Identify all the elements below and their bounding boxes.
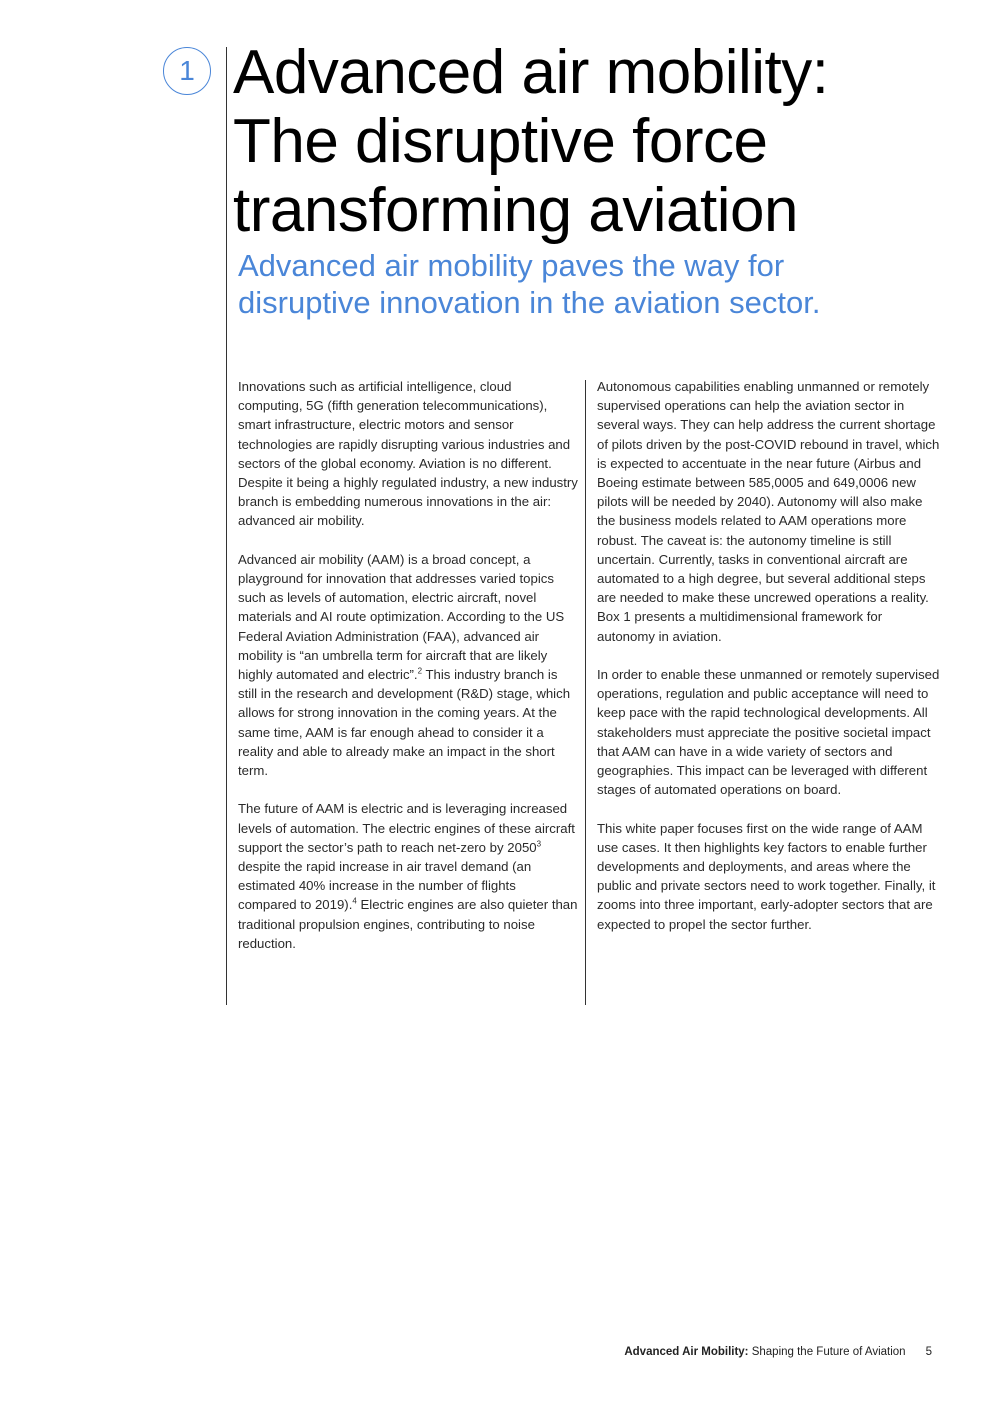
left-paragraph-2-part-a: Advanced air mobility (AAM) is a broad concept, a playground for innovation that addresses varied topics such as levels of automation, electric aircraft, novel materials and AI route optimization. According to the US Federal Aviation Administration (FAA), advanced air mobility is “an umbrella term for aircraft that are likely highly automated and electric”. bbox=[238, 551, 565, 683]
chapter-number-badge bbox=[163, 47, 211, 95]
subtitle-line-2: disruptive innovation in the aviation sector. bbox=[238, 285, 821, 320]
title-divider-line bbox=[226, 47, 227, 1005]
left-paragraph-3 bbox=[238, 799, 578, 953]
column-divider-line bbox=[585, 380, 586, 1005]
title-line-3: transforming aviation bbox=[233, 176, 798, 245]
title-line-2: The disruptive force bbox=[233, 107, 768, 176]
right-paragraph-3: This white paper focuses first on the wide range of AAM use cases. It then highlights key factors to enable further developments and deployments, and areas where the public and private sectors need to work together. Finally, it zooms into three important, early-adopter sectors that are expected to propel the sector further. bbox=[597, 820, 936, 932]
footer-title-rest: Shaping the Future of Aviation bbox=[748, 1346, 906, 1358]
page-footer bbox=[624, 1346, 932, 1358]
page-title bbox=[233, 38, 973, 245]
footnote-ref-3: 3 bbox=[536, 839, 542, 849]
footer-title-bold: Advanced Air Mobility: bbox=[624, 1346, 749, 1358]
left-paragraph-2-part-b: This industry branch is still in the research and development (R&D) stage, which allows for strong innovation in the coming years. At the same time, AAM is far enough ahead to consider it a reality and able to already make an impact in the short term. bbox=[238, 667, 571, 779]
left-paragraph-1: Innovations such as artificial intelligence, cloud computing, 5G (fifth generation telecommunications), smart infrastructure, electric motors and sensor technologies are rapidly disrupting various industries and sectors of the global economy. Aviation is no different. Despite it being a highly regulated industry, a new industry branch is embedding numerous innovations in the air: advanced air mobility. bbox=[238, 379, 578, 529]
left-paragraph-3-part-c: Electric engines are also quieter than traditional propulsion engines, contributing to noise reduction. bbox=[238, 897, 578, 951]
right-paragraph-2: In order to enable these unmanned or remotely supervised operations, regulation and public acceptance will need to keep pace with the rapid technological developments. All stakeholders must appreciate the positive societal impact that AAM can have in a wide variety of sectors and geographies. This impact can be leveraged with different stages of automated operations on board. bbox=[597, 667, 940, 798]
title-line-1: Advanced air mobility: bbox=[233, 38, 829, 107]
footnote-ref-2: 2 bbox=[417, 666, 423, 676]
footnote-ref-4: 4 bbox=[352, 897, 357, 907]
left-text-column bbox=[238, 377, 578, 972]
page-subtitle bbox=[238, 247, 978, 321]
chapter-number: 1 bbox=[179, 55, 195, 86]
left-paragraph-3-part-b: despite the rapid increase in air travel demand (an estimated 40% increase in the number of flights compared to 2019). bbox=[238, 859, 532, 913]
page-number: 5 bbox=[925, 1346, 932, 1358]
right-paragraph-1: Autonomous capabilities enabling unmanned or remotely supervised operations can help the aviation sector in several ways. They can help address the current shortage of pilots driven by the post-COVID rebound in travel, which is expected to accentuate in the near future (Airbus and Boeing estimate between 585,0005 and 649,0006 new pilots will be needed by 2040). Autonomy will also make the business models related to AAM operations more robust. The caveat is: the autonomy timeline is still uncertain. Currently, tasks in conventional aircraft are automated to a high degree, but several additional steps are needed to make these uncrewed operations a reality. Box 1 presents a multidimensional framework for autonomy in aviation. bbox=[597, 379, 940, 644]
subtitle-line-1: Advanced air mobility paves the way for bbox=[238, 248, 785, 283]
left-paragraph-3-part-a: The future of AAM is electric and is leveraging increased levels of automation. The electric engines of these aircraft support the sector’s path to reach net-zero by 2050 bbox=[238, 801, 575, 855]
left-paragraph-2 bbox=[238, 550, 578, 780]
right-text-column bbox=[597, 377, 942, 953]
